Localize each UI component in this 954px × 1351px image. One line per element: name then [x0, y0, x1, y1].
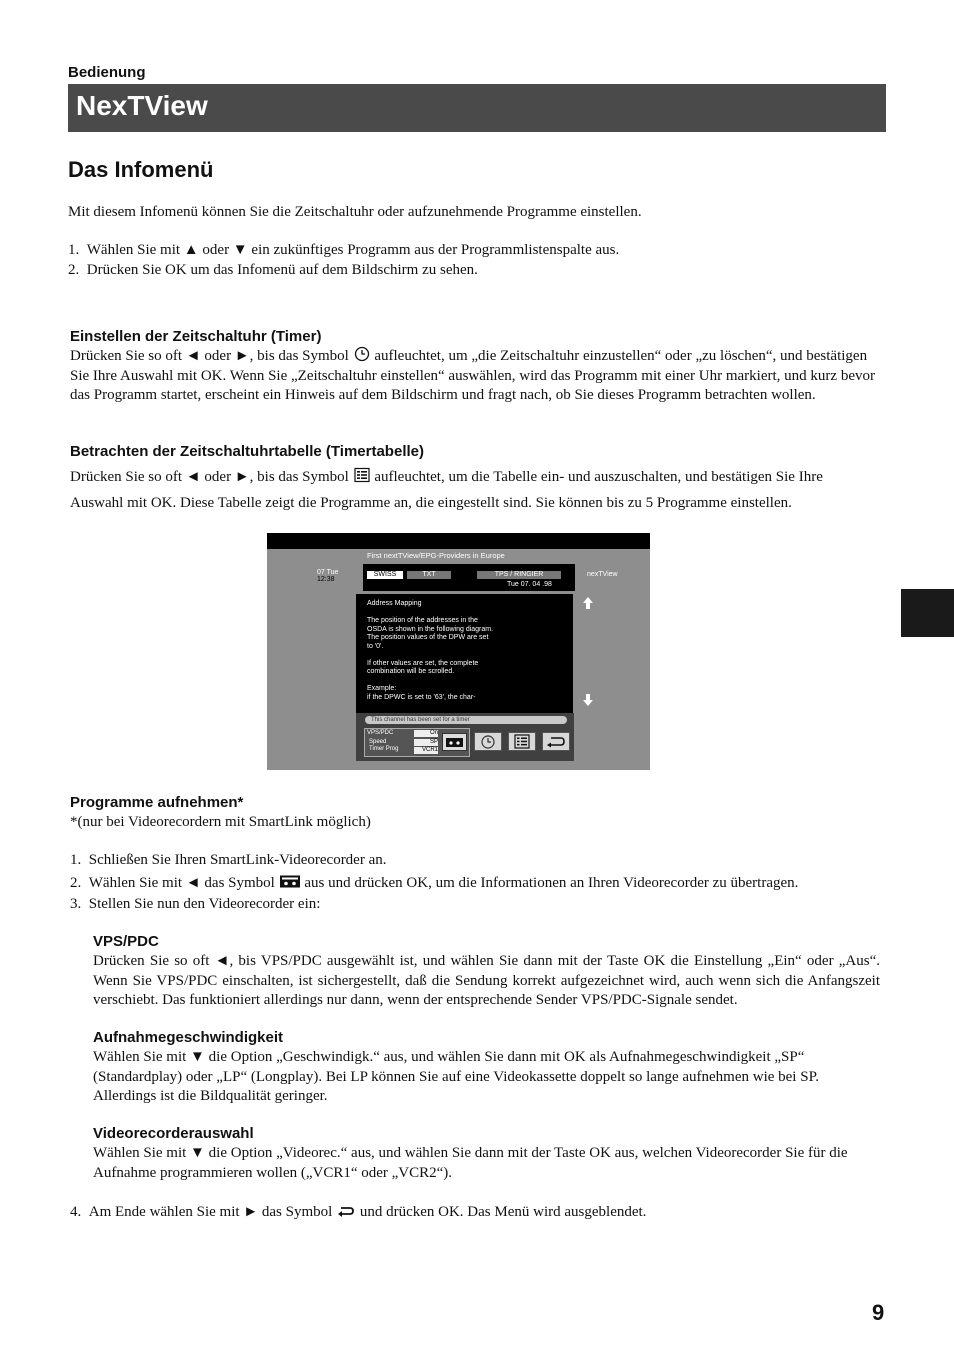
timer-button[interactable]	[474, 732, 502, 751]
content-line: to '0'.	[367, 642, 384, 650]
clock-icon	[353, 346, 371, 362]
list-text: Am Ende wählen Sie mit ► das Symbol	[88, 1204, 333, 1220]
screen-date: 07 Tue	[317, 569, 339, 576]
chapter-tab	[901, 589, 954, 637]
list-text: Wählen Sie mit ▲ oder ▼ ein zukünftiges Programm aus der Programmlistenspalte aus.	[86, 242, 620, 258]
timer-table-icon	[509, 733, 535, 750]
list-item	[68, 261, 478, 281]
provider-label: TPS / RINGIER	[477, 571, 561, 579]
list-text: und drücken OK. Das Menü wird ausgeblendet.	[359, 1204, 647, 1220]
list-number: 1.	[70, 852, 82, 868]
vcr-text: Wählen Sie mit ▼ die Option „Videorec.“ aus, und wählen Sie dann mit der Taste OK aus, welchen Videorecorder Sie für die Aufnahme programmieren wollen („VCR1“ oder „VCR2“).	[93, 1145, 848, 1181]
title-bar	[68, 84, 886, 132]
list-text: Drücken Sie OK um das Infomenü auf dem Bildschirm zu sehen.	[86, 262, 478, 278]
intro-text: Mit diesem Infomenü können Sie die Zeitschaltuhr oder aufzunehmende Programme einstellen.	[68, 204, 642, 220]
list-item	[70, 1203, 646, 1223]
list-number: 2.	[70, 875, 82, 891]
content-line	[367, 677, 493, 686]
speed-heading: Aufnahmegeschwindigkeit	[93, 1029, 284, 1046]
timer-text-rest: bestätigen Sie Ihre Auswahl mit OK. Wenn Sie „Zeitschaltuhr einstellen“ auswählen, wird das Programm mit einer Uhr markiert, und kurz bevor das Programm startet, erscheint ein Hinweis auf dem Bildschirm und fragt nach, ob Sie dieses Programm betrachten wollen.	[70, 348, 875, 403]
list-text: Schließen Sie Ihren SmartLink-Videorecorder an.	[88, 852, 387, 868]
cassette-icon	[443, 734, 466, 750]
tab-swiss: SWISS	[367, 571, 403, 579]
content-line: OSDA is shown in the following diagram.	[367, 625, 494, 633]
list-number: 2.	[68, 262, 80, 278]
vcr-heading: Videorecorderauswahl	[93, 1125, 254, 1142]
vcr-options-box	[364, 728, 470, 757]
timer-table-button[interactable]	[508, 732, 536, 751]
content-line: if the DPWC is set to '63', the char-	[367, 693, 476, 701]
list-item	[70, 874, 798, 894]
tv-screenshot	[267, 533, 650, 770]
return-button[interactable]	[542, 732, 570, 751]
vps-text: Drücken Sie so oft ◄, bis VPS/PDC ausgewählt ist, und wählen Sie dann mit der Taste OK die Einstellung „Ein“ oder „Aus“. Wenn Sie VPS/PDC einschalten, ist sichergestellt, daß die Sendung korrekt aufgezeichnet wird, auch wenn sich die Anfangszeit verschiebt. Das funktioniert allerdings nur dann, wenn der entsprechende Sender VPS/PDC-Signale sendet.	[93, 953, 880, 1008]
record-button[interactable]	[442, 733, 467, 751]
content-line: Example:	[367, 685, 397, 692]
list-item	[70, 895, 320, 915]
speed-text: Wählen Sie mit ▼ die Option „Geschwindigk.“ aus, und wählen Sie dann mit OK als Aufnahmegeschwindigkeit „SP“ (Standardplay) oder „LP“ (Longplay). Bei LP können Sie auf eine Videokassette doppelt so lange aufnehmen wie bei SP. Allerdings ist die Bildqualität geringer.	[93, 1049, 819, 1104]
cassette-icon	[279, 874, 301, 889]
list-number: 4.	[70, 1204, 82, 1220]
opt-vps-label: VPS/PDC	[367, 730, 394, 736]
opt-vcr-value[interactable]: VCR1	[414, 747, 438, 754]
list-text: aus und drücken OK, um die Informationen an Ihren Videorecorder zu übertragen.	[304, 875, 799, 891]
record-note: *(nur bei Videorecordern mit SmartLink möglich)	[70, 814, 371, 830]
list-item	[70, 851, 387, 871]
timer-heading: Einstellen der Zeitschaltuhr (Timer)	[70, 328, 322, 345]
tab-txt: TXT	[407, 571, 451, 579]
timer-text-a: Drücken Sie so oft ◄ oder ►, bis das Symbol	[70, 348, 349, 364]
content-line: combination will be scrolled.	[367, 668, 455, 675]
screen-topbar	[267, 533, 650, 549]
content-line	[367, 651, 493, 660]
timer-table-icon	[353, 467, 371, 483]
content-line: If other values are set, the complete	[367, 659, 479, 667]
clock-icon	[475, 733, 501, 750]
screen-datetime: Tue 07. 04 .98	[507, 581, 552, 588]
content-line: The position values of the DPW are set	[367, 634, 489, 641]
screen-logo: nexTView	[587, 571, 618, 578]
page-number: 9	[872, 1300, 885, 1325]
content-line	[367, 609, 493, 618]
timertable-text-b: aufleuchtet, um die Tabelle ein- und auszuschalten, und bestätigen Sie Ihre	[374, 469, 823, 485]
return-icon	[336, 1204, 356, 1218]
opt-speed-value[interactable]: SP	[414, 739, 438, 746]
page-title: NexTView	[76, 90, 208, 121]
timertable-line2: Auswahl mit OK. Diese Tabelle zeigt die Programme an, die eingestellt sind. Sie können bis zu 5 Programme einstellen.	[70, 495, 792, 511]
section-label: Bedienung	[68, 64, 146, 81]
timer-text	[70, 346, 880, 406]
opt-vps-value[interactable]: On	[414, 730, 438, 737]
return-icon	[543, 733, 569, 750]
scroll-down-icon[interactable]	[582, 693, 594, 707]
timer-notice: This channel has been set for a timer	[365, 716, 567, 724]
list-text: Stellen Sie nun den Videorecorder ein:	[88, 896, 321, 912]
screen-time: 12:38	[317, 576, 335, 583]
timertable-line1	[70, 467, 885, 488]
screen-header: First nextTView/EPG-Providers in Europe	[367, 551, 505, 560]
record-heading: Programme aufnehmen*	[70, 794, 244, 811]
vps-heading: VPS/PDC	[93, 933, 159, 950]
section-heading: Das Infomenü	[68, 157, 214, 182]
timer-text-b: aufleuchtet, um „die Zeitschaltuhr einzustellen“ oder „zu löschen“, und	[374, 348, 803, 364]
screen-content	[356, 594, 573, 713]
scroll-up-icon[interactable]	[582, 596, 594, 610]
list-number: 1.	[68, 242, 80, 258]
content-line: The position of the addresses in the	[367, 617, 478, 624]
list-item	[68, 241, 619, 261]
list-text: Wählen Sie mit ◄ das Symbol	[88, 875, 275, 891]
timertable-heading: Betrachten der Zeitschaltuhrtabelle (Timertabelle)	[70, 443, 424, 460]
content-line: Address Mapping	[367, 600, 422, 607]
opt-speed-label: Speed	[369, 739, 387, 745]
opt-vcr-label: Timer Prog	[369, 746, 399, 752]
list-number: 3.	[70, 896, 82, 912]
timertable-text-a: Drücken Sie so oft ◄ oder ►, bis das Symbol	[70, 469, 349, 485]
